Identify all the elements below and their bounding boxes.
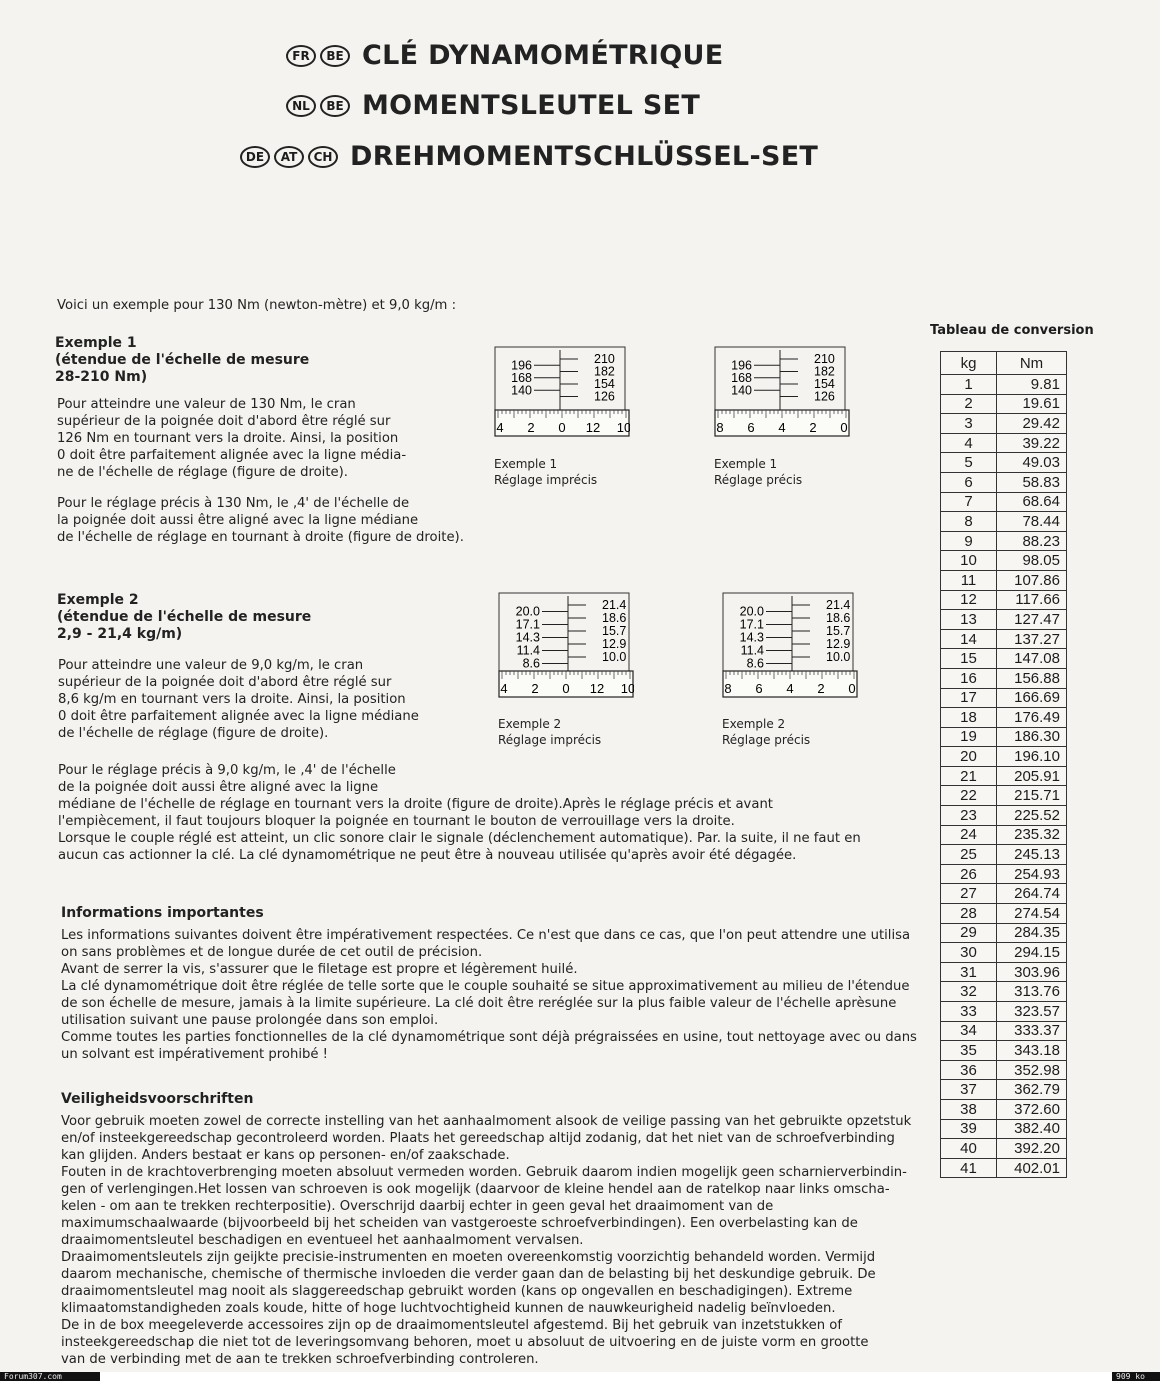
scale-figure-ex2-imprecise xyxy=(498,592,634,705)
text-line: De in de box meegeleverde accessoires zijn op de draaimomentsleutel afgestemd. Bij het gebruik van inzetstukken of xyxy=(61,1318,842,1333)
table-row xyxy=(941,1060,1067,1080)
handle-scale-label: 10 xyxy=(620,681,634,696)
kg-cell: 39 xyxy=(941,1119,997,1139)
figure-caption xyxy=(722,716,810,748)
handle-scale-label: 0 xyxy=(562,681,570,696)
safety-body xyxy=(61,1113,931,1368)
text-line: Pour atteindre une valeur de 130 Nm, le cran xyxy=(57,397,356,412)
right-scale-label: 15.7 xyxy=(602,624,627,638)
heading-line: 28-210 Nm) xyxy=(55,369,148,385)
handle-scale-label: 4 xyxy=(778,420,786,435)
left-scale-label: 11.4 xyxy=(516,643,540,658)
text-line: Les informations suivantes doivent être impérativement respectées. Ce n'est que dans ce cas, que l'on peut attendre une utilisa xyxy=(61,928,911,943)
kg-cell: 8 xyxy=(941,512,997,532)
table-row xyxy=(941,688,1067,708)
nm-cell: 235.32 xyxy=(997,825,1067,845)
heading-line: Exemple 2 xyxy=(57,592,139,608)
table-row xyxy=(941,394,1067,414)
kg-cell: 29 xyxy=(941,923,997,943)
conversion-table-title: Tableau de conversion xyxy=(930,323,1094,338)
table-row xyxy=(941,492,1067,512)
nm-cell: 303.96 xyxy=(997,962,1067,982)
text-line: supérieur de la poignée doit d'abord être réglé sur xyxy=(57,414,391,429)
nm-cell: 245.13 xyxy=(997,845,1067,865)
text-line: aucun cas actionner la clé. La clé dynamométrique ne peut être à nouveau utilisée qu'après avoir été dégagée. xyxy=(58,848,797,863)
kg-cell: 22 xyxy=(941,786,997,806)
text-line: 0 doit être parfaitement alignée avec la ligne médiane xyxy=(58,709,419,724)
table-row xyxy=(941,864,1067,884)
right-scale-label: 182 xyxy=(814,364,835,379)
left-scale-label: 8.6 xyxy=(746,656,764,671)
example1-para1 xyxy=(57,396,406,481)
kg-cell: 31 xyxy=(941,962,997,982)
text-line: Pour le réglage précis à 9,0 kg/m, le ‚4' de l'échelle xyxy=(58,763,396,778)
kg-cell: 38 xyxy=(941,1099,997,1119)
caption-line: Exemple 1 xyxy=(714,457,778,471)
nm-cell: 107.86 xyxy=(997,570,1067,590)
title-fr xyxy=(286,40,723,71)
nm-cell: 254.93 xyxy=(997,864,1067,884)
example2-heading xyxy=(57,592,311,643)
scale-svg xyxy=(498,592,634,701)
footer-watermark: Forum307.com xyxy=(0,1372,100,1381)
nm-cell: 402.01 xyxy=(997,1158,1067,1178)
conversion-table xyxy=(940,351,1067,1178)
kg-cell: 28 xyxy=(941,904,997,924)
nm-cell: 166.69 xyxy=(997,688,1067,708)
text-line: 8,6 kg/m en tournant vers la droite. Ainsi, la position xyxy=(58,692,406,707)
nm-cell: 225.52 xyxy=(997,806,1067,826)
kg-cell: 36 xyxy=(941,1060,997,1080)
table-row xyxy=(941,904,1067,924)
nm-cell: 49.03 xyxy=(997,453,1067,473)
kg-cell: 18 xyxy=(941,708,997,728)
nm-cell: 323.57 xyxy=(997,1002,1067,1022)
table-row xyxy=(941,375,1067,395)
nm-cell: 313.76 xyxy=(997,982,1067,1002)
intro-text: Voici un exemple pour 130 Nm (newton-mètre) et 9,0 kg/m : xyxy=(57,298,457,313)
nm-cell: 88.23 xyxy=(997,531,1067,551)
country-badge: DE xyxy=(240,146,270,168)
kg-cell: 14 xyxy=(941,629,997,649)
kg-cell: 24 xyxy=(941,825,997,845)
country-badge: FR xyxy=(286,45,316,67)
nm-cell: 215.71 xyxy=(997,786,1067,806)
table-row xyxy=(941,629,1067,649)
text-line: supérieur de la poignée doit d'abord être réglé sur xyxy=(58,675,392,690)
kg-cell: 30 xyxy=(941,943,997,963)
handle-scale-label: 2 xyxy=(817,681,825,696)
table-row xyxy=(941,1080,1067,1100)
text-line: Pour le réglage précis à 130 Nm, le ‚4' de l'échelle de xyxy=(57,496,410,511)
caption-line: Exemple 2 xyxy=(722,717,786,731)
kg-cell: 15 xyxy=(941,649,997,669)
example1-heading xyxy=(55,335,309,386)
text-line: la poignée doit aussi être aligné avec la ligne médiane xyxy=(57,513,419,528)
table-row xyxy=(941,825,1067,845)
title-text: DREHMOMENTSCHLÜSSEL-SET xyxy=(350,141,819,172)
left-scale-label: 20.0 xyxy=(515,604,540,619)
right-scale-label: 18.6 xyxy=(602,611,627,625)
kg-cell: 25 xyxy=(941,845,997,865)
text-line: insteekgereedschap die niet tot de leveringsomvang behoren, moet u absoluut de uitvoering en de juiste vorm en grootte xyxy=(61,1335,869,1350)
nm-cell: 196.10 xyxy=(997,747,1067,767)
nm-cell: 294.15 xyxy=(997,943,1067,963)
table-row xyxy=(941,1041,1067,1061)
nm-cell: 382.40 xyxy=(997,1119,1067,1139)
kg-cell: 40 xyxy=(941,1139,997,1159)
handle-scale-label: 8 xyxy=(716,420,724,435)
nm-cell: 392.20 xyxy=(997,1139,1067,1159)
handle-scale-label: 8 xyxy=(724,681,732,696)
right-scale-label: 15.7 xyxy=(826,624,851,638)
text-line: un solvant est impérativement prohibé ! xyxy=(61,1047,328,1062)
right-scale-label: 12.9 xyxy=(602,637,627,651)
text-line: de la poignée doit aussi être aligné avec la ligne xyxy=(58,780,379,795)
info-body xyxy=(61,927,921,1063)
handle-scale-label: 4 xyxy=(500,681,508,696)
table-row xyxy=(941,610,1067,630)
right-scale-label: 10.0 xyxy=(602,650,627,664)
heading-line: 2,9 - 21,4 kg/m) xyxy=(57,626,183,642)
table-row xyxy=(941,982,1067,1002)
table-row xyxy=(941,551,1067,571)
country-badge: AT xyxy=(274,146,304,168)
kg-cell: 4 xyxy=(941,433,997,453)
right-scale-label: 18.6 xyxy=(826,611,851,625)
handle-scale-label: 4 xyxy=(496,420,504,435)
table-row xyxy=(941,453,1067,473)
nm-cell: 352.98 xyxy=(997,1060,1067,1080)
text-line: Fouten in de krachtoverbrenging moeten absoluut vermeden worden. Gebruik daarom indien mogelijk geen scharnierverbindin- xyxy=(61,1165,907,1180)
handle-scale-label: 0 xyxy=(840,420,848,435)
nm-cell: 117.66 xyxy=(997,590,1067,610)
kg-cell: 17 xyxy=(941,688,997,708)
table-row xyxy=(941,570,1067,590)
kg-cell: 16 xyxy=(941,668,997,688)
scale-svg xyxy=(722,592,858,701)
right-scale-label: 10.0 xyxy=(826,650,851,664)
nm-cell: 58.83 xyxy=(997,472,1067,492)
text-line: ne de l'échelle de réglage (figure de droite). xyxy=(57,465,348,480)
caption-line: Exemple 2 xyxy=(498,717,562,731)
table-row xyxy=(941,1021,1067,1041)
text-line: de l'échelle de réglage (figure de droite). xyxy=(58,726,329,741)
table-row xyxy=(941,962,1067,982)
nm-cell: 98.05 xyxy=(997,551,1067,571)
table-header-row xyxy=(941,352,1067,375)
example1-para2 xyxy=(57,495,464,546)
nm-cell: 9.81 xyxy=(997,375,1067,395)
country-badge: BE xyxy=(320,45,350,67)
table-row xyxy=(941,414,1067,434)
table-row xyxy=(941,943,1067,963)
kg-cell: 5 xyxy=(941,453,997,473)
right-scale-label: 21.4 xyxy=(602,598,627,612)
kg-cell: 12 xyxy=(941,590,997,610)
left-scale-label: 20.0 xyxy=(739,604,764,619)
text-line: de l'échelle de réglage en tournant à droite (figure de droite). xyxy=(57,530,464,545)
example2-para2 xyxy=(58,762,861,864)
text-line: daarom mechanische, chemische of thermische invloeden die verder gaan dan de belasting bij het deskundige gebruik. De xyxy=(61,1267,876,1282)
example2-para1 xyxy=(58,657,419,742)
right-scale-label: 182 xyxy=(594,364,615,379)
left-scale-label: 168 xyxy=(731,370,752,385)
table-row xyxy=(941,747,1067,767)
table-row xyxy=(941,766,1067,786)
text-line: Lorsque le couple réglé est atteint, un clic sonore clair le signale (déclenchement automatique). Par. la suite, il ne faut en xyxy=(58,831,861,846)
text-line: Avant de serrer la vis, s'assurer que le filetage est propre et légèrement huilé. xyxy=(61,962,578,977)
kg-cell: 26 xyxy=(941,864,997,884)
scale-svg xyxy=(714,346,850,440)
handle-scale-label: 4 xyxy=(786,681,794,696)
left-scale-label: 11.4 xyxy=(740,643,764,658)
right-scale-label: 210 xyxy=(814,352,835,366)
title-de xyxy=(240,141,818,172)
scale-svg xyxy=(494,346,630,440)
nm-cell: 39.22 xyxy=(997,433,1067,453)
handle-scale-label: 2 xyxy=(531,681,539,696)
country-badge: CH xyxy=(308,146,338,168)
left-scale-label: 17.1 xyxy=(515,617,540,632)
column-header: Nm xyxy=(997,352,1067,375)
caption-line: Réglage imprécis xyxy=(494,473,598,487)
text-line: en/of insteekgereedschap gecontroleerd worden. Plaats het gereedschap altijd zodanig, dat het niet van de schroefverbinding xyxy=(61,1131,895,1146)
figure-caption xyxy=(494,456,597,488)
kg-cell: 1 xyxy=(941,375,997,395)
text-line: médiane de l'échelle de réglage en tournant vers la droite (figure de droite).Après le réglage précis et avant xyxy=(58,797,773,812)
title-text: CLÉ DYNAMOMÉTRIQUE xyxy=(362,40,724,71)
kg-cell: 33 xyxy=(941,1002,997,1022)
caption-line: Exemple 1 xyxy=(494,457,558,471)
kg-cell: 32 xyxy=(941,982,997,1002)
table-row xyxy=(941,1119,1067,1139)
text-line: Pour atteindre une valeur de 9,0 kg/m, le cran xyxy=(58,658,364,673)
column-header: kg xyxy=(941,352,997,375)
nm-cell: 29.42 xyxy=(997,414,1067,434)
nm-cell: 264.74 xyxy=(997,884,1067,904)
text-line: utilisation suivant une pause prolongée dans son emploi. xyxy=(61,1013,439,1028)
table-row xyxy=(941,708,1067,728)
title-nl xyxy=(286,90,700,121)
text-line: on sans problèmes et de longue durée de cet outil de précision. xyxy=(61,945,483,960)
kg-cell: 3 xyxy=(941,414,997,434)
table-row xyxy=(941,884,1067,904)
kg-cell: 21 xyxy=(941,766,997,786)
text-line: gen of verlengingen.Het lossen van schroeven is ook mogelijk (daarvoor de kleine hendel aan de ratelkop naar links omscha- xyxy=(61,1182,890,1197)
left-scale-label: 196 xyxy=(511,358,532,373)
scale-figure-ex2-precise xyxy=(722,592,858,705)
text-line: Voor gebruik moeten zowel de correcte instelling van het aanhaalmoment alsook de veilige passing van het gebruikte opzetstuk xyxy=(61,1114,912,1129)
nm-cell: 68.64 xyxy=(997,492,1067,512)
caption-line: Réglage précis xyxy=(722,733,811,747)
nm-cell: 147.08 xyxy=(997,649,1067,669)
nm-cell: 205.91 xyxy=(997,766,1067,786)
kg-cell: 37 xyxy=(941,1080,997,1100)
kg-cell: 6 xyxy=(941,472,997,492)
heading-line: Exemple 1 xyxy=(55,335,137,351)
nm-cell: 19.61 xyxy=(997,394,1067,414)
text-line: Draaimomentsleutels zijn geijkte precisie-instrumenten en moeten overeenkomstig voorzichtig behandeld worden. Vermijd xyxy=(61,1250,876,1265)
kg-cell: 13 xyxy=(941,610,997,630)
country-badge: BE xyxy=(320,95,350,117)
text-line: draaimomentsleutel mag nooit als slaggereedschap gebruikt worden (kans op ongevallen en beschadigingen). Extreme xyxy=(61,1284,853,1299)
kg-cell: 20 xyxy=(941,747,997,767)
kg-cell: 9 xyxy=(941,531,997,551)
nm-cell: 333.37 xyxy=(997,1021,1067,1041)
table-row xyxy=(941,1099,1067,1119)
table-row xyxy=(941,1002,1067,1022)
title-text: MOMENTSLEUTEL SET xyxy=(362,90,701,121)
handle-scale-label: 10 xyxy=(616,420,630,435)
kg-cell: 34 xyxy=(941,1021,997,1041)
text-line: La clé dynamométrique doit être réglée de telle sorte que le couple souhaité se situe approximativement au milieu de l'étendue xyxy=(61,979,910,994)
handle-scale-label: 6 xyxy=(755,681,763,696)
text-line: 0 doit être parfaitement alignée avec la ligne média- xyxy=(57,448,407,463)
text-line: l'empiècement, il faut toujours bloquer la poignée en tournant le bouton de verrouillage vers la droite. xyxy=(58,814,735,829)
text-line: klimaatomstandigheden zoals koude, hitte of hoge luchtvochtigheid kunnen de nauwkeurigheid nadelig beïnvloeden. xyxy=(61,1301,836,1316)
table-row xyxy=(941,923,1067,943)
handle-scale-label: 0 xyxy=(848,681,856,696)
scale-figure-ex1-precise xyxy=(714,346,850,444)
table-row xyxy=(941,845,1067,865)
scale-figure-ex1-imprecise xyxy=(494,346,630,444)
table-row xyxy=(941,590,1067,610)
table-row xyxy=(941,433,1067,453)
footer-filesize: 909 ko xyxy=(1112,1372,1160,1381)
heading-line: (étendue de l'échelle de mesure xyxy=(57,609,312,625)
kg-cell: 10 xyxy=(941,551,997,571)
text-line: de son échelle de mesure, jamais à la limite supérieure. La clé doit être reréglée sur la plus faible valeur de l'échelle aprèsune xyxy=(61,996,897,1011)
caption-line: Réglage imprécis xyxy=(498,733,602,747)
nm-cell: 176.49 xyxy=(997,708,1067,728)
nm-cell: 362.79 xyxy=(997,1080,1067,1100)
text-line: draaimomentsleutel beschadigen en eventueel het aanhaalmoment vervalsen. xyxy=(61,1233,584,1248)
nm-cell: 137.27 xyxy=(997,629,1067,649)
table-row xyxy=(941,531,1067,551)
text-line: kan glijden. Anders bestaat er kans op personen- en/of zaakschade. xyxy=(61,1148,510,1163)
right-scale-label: 154 xyxy=(594,377,615,391)
text-line: van de verbinding met de aan te trekken schroefverbinding controleren. xyxy=(61,1352,539,1367)
left-scale-label: 140 xyxy=(731,383,752,398)
kg-cell: 7 xyxy=(941,492,997,512)
right-scale-label: 154 xyxy=(814,377,835,391)
right-scale-label: 210 xyxy=(594,352,615,366)
nm-cell: 284.35 xyxy=(997,923,1067,943)
kg-cell: 35 xyxy=(941,1041,997,1061)
text-line: kelen - om aan te trekken rechterpositie). Overschrijd daarbij echter in geen geval het draaimoment van de xyxy=(61,1199,774,1214)
left-scale-label: 196 xyxy=(731,358,752,373)
handle-scale-label: 2 xyxy=(809,420,817,435)
nm-cell: 343.18 xyxy=(997,1041,1067,1061)
left-scale-label: 17.1 xyxy=(739,617,764,632)
handle-scale-label: 0 xyxy=(558,420,566,435)
handle-scale-label: 6 xyxy=(747,420,755,435)
table-row xyxy=(941,512,1067,532)
kg-cell: 11 xyxy=(941,570,997,590)
caption-line: Réglage précis xyxy=(714,473,803,487)
kg-cell: 23 xyxy=(941,806,997,826)
heading-line: (étendue de l'échelle de mesure xyxy=(55,352,310,368)
left-scale-label: 14.3 xyxy=(739,630,764,645)
text-line: maximumschaalwaarde (bijvoorbeeld bij het scheiden van vastgeroeste schroefverbindingen). Een overbelasting kan de xyxy=(61,1216,858,1231)
kg-cell: 41 xyxy=(941,1158,997,1178)
left-scale-label: 140 xyxy=(511,383,532,398)
footer-bar xyxy=(0,1372,1160,1381)
kg-cell: 2 xyxy=(941,394,997,414)
handle-scale-label: 12 xyxy=(589,681,605,696)
nm-cell: 156.88 xyxy=(997,668,1067,688)
table-row xyxy=(941,806,1067,826)
table-row xyxy=(941,1158,1067,1178)
right-scale-label: 21.4 xyxy=(826,598,851,612)
right-scale-label: 12.9 xyxy=(826,637,851,651)
figure-caption xyxy=(714,456,802,488)
text-line: Comme toutes les parties fonctionnelles de la clé dynamométrique sont déjà prégraissées en usine, tout nettoyage avec ou dans xyxy=(61,1030,917,1045)
table-row xyxy=(941,668,1067,688)
nm-cell: 127.47 xyxy=(997,610,1067,630)
handle-scale-label: 12 xyxy=(585,420,601,435)
table-row xyxy=(941,472,1067,492)
left-scale-label: 14.3 xyxy=(515,630,540,645)
handle-scale-label: 2 xyxy=(527,420,535,435)
info-heading: Informations importantes xyxy=(61,905,264,921)
kg-cell: 27 xyxy=(941,884,997,904)
nm-cell: 372.60 xyxy=(997,1099,1067,1119)
table-row xyxy=(941,649,1067,669)
nm-cell: 186.30 xyxy=(997,727,1067,747)
table-row xyxy=(941,786,1067,806)
left-scale-label: 8.6 xyxy=(522,656,540,671)
nm-cell: 78.44 xyxy=(997,512,1067,532)
left-scale-label: 168 xyxy=(511,370,532,385)
nm-cell: 274.54 xyxy=(997,904,1067,924)
table-row xyxy=(941,727,1067,747)
kg-cell: 19 xyxy=(941,727,997,747)
table-row xyxy=(941,1139,1067,1159)
country-badge: NL xyxy=(286,95,316,117)
text-line: 126 Nm en tournant vers la droite. Ainsi, la position xyxy=(57,431,399,446)
right-scale-label: 126 xyxy=(814,389,835,404)
safety-heading: Veiligheidsvoorschriften xyxy=(61,1091,254,1107)
figure-caption xyxy=(498,716,601,748)
right-scale-label: 126 xyxy=(594,389,615,404)
